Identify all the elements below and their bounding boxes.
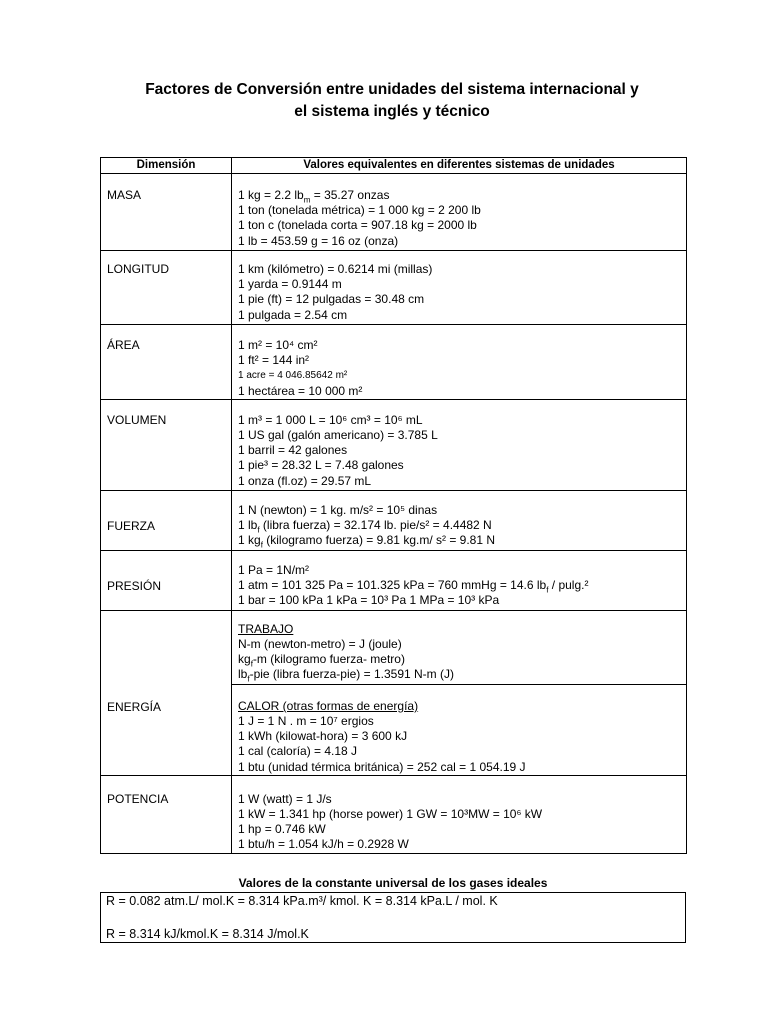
- area-line-4: 1 hectárea = 10 000 m²: [238, 383, 363, 398]
- header-values: Valores equivalentes en diferentes sistemas de unidades: [232, 158, 687, 174]
- energia-calor-line-2: 1 kWh (kilowat-hora) = 3 600 kJ: [238, 729, 408, 744]
- energia-calor-line-3: 1 cal (caloría) = 4.18 J: [238, 744, 358, 759]
- volumen-line-3: 1 barril = 42 galones: [238, 443, 348, 458]
- longitud-line-2: 1 yarda = 0.9144 m: [238, 277, 342, 292]
- gas-constant-box: [100, 892, 686, 943]
- masa-line-1: 1 kg = 2.2 $lb_m = 35.27$ onzas: [238, 188, 390, 205]
- longitud-line-3: 1 pie (ft) = 12 pulgadas = 30.48 cm: [238, 292, 425, 307]
- table-row-presion: [101, 550, 687, 610]
- document-title: [100, 79, 684, 123]
- table-row-longitud: [101, 251, 687, 325]
- table-row-potencia: [101, 775, 687, 853]
- masa-line-4: 1 lb = 453.59 g = 16 oz (onza): [238, 233, 399, 248]
- energia-trabajo-line-3: $lb_f$-pie (libra fuerza-pie) = 1.3591 N-m (J): [238, 667, 454, 684]
- table-row-energia-trabajo: [101, 610, 687, 684]
- energia-trabajo-line-1: N-m (newton-metro) = J (joule): [238, 637, 402, 652]
- row-label-fuerza: FUERZA: [107, 518, 155, 533]
- longitud-line-1: 1 km (kilómetro) = 0.6214 mi (millas): [238, 262, 433, 276]
- volumen-line-2: 1 US gal (galón americano) = 3.785 L: [238, 428, 438, 443]
- row-label-masa: MASA: [107, 188, 142, 202]
- potencia-line-1: 1 W (watt) = 1 J/s: [238, 791, 332, 806]
- row-label-volumen: VOLUMEN: [107, 412, 167, 427]
- energia-calor-line-1: 1 J = 1 N . m = 10⁷ ergios: [238, 714, 374, 729]
- energia-calor-heading: CALOR (otras formas de energía): [238, 698, 419, 713]
- row-label-potencia: POTENCIA: [107, 791, 169, 806]
- presion-line-2: 1 atm = 101 325 Pa = 101.325 kPa = 760 mmHg = 14.6 $lb_f / pulg.^2$: [238, 578, 589, 595]
- area-line-1: 1 m² = 10⁴ cm²: [238, 338, 318, 352]
- area-line-2: 1 ft² = 144 in²: [238, 353, 310, 368]
- longitud-line-4: 1 pulgada = 2.54 cm: [238, 307, 348, 322]
- presion-line-3: 1 bar = 100 kPa 1 kPa = 10³ Pa 1 MPa = 10³ kPa: [238, 593, 500, 608]
- gas-constant-line-1: R = 0.082 atm.L/ mol.K = 8.314 kPa.m³/ kmol. K = 8.314 kPa.L / mol. K: [106, 894, 498, 908]
- row-label-energia: ENERGÍA: [107, 699, 162, 714]
- table-row-masa: [101, 174, 687, 251]
- energia-calor-line-4: 1 btu (unidad térmica británica) = 252 cal = 1 054.19 J: [238, 759, 526, 774]
- gas-constant-line-2: R = 8.314 kJ/kmol.K = 8.314 J/mol.K: [106, 927, 309, 941]
- row-label-longitud: LONGITUD: [107, 262, 170, 276]
- area-line-3: 1 acre = 4 046.85642 m²: [238, 370, 348, 382]
- fuerza-line-3: 1 $kg_f$ (kilogramo fuerza) = 9.81 kg.m/ s² = 9.81 N: [238, 533, 496, 550]
- conversion-table: [100, 157, 687, 854]
- potencia-line-3: 1 hp = 0.746 kW: [238, 822, 326, 837]
- volumen-line-1: 1 m³ = 1 000 L = 10⁶ cm³ = 10⁶ mL: [238, 412, 423, 427]
- volumen-line-4: 1 pie³ = 28.32 L = 7.48 galones: [238, 458, 404, 473]
- header-dimension: Dimensión: [101, 158, 232, 174]
- presion-line-1: 1 Pa = 1N/m²: [238, 562, 310, 577]
- masa-line-2: 1 ton (tonelada métrica) = 1 000 kg = 2 200 lb: [238, 203, 481, 218]
- table-header-row: [101, 158, 687, 174]
- table-row-area: [101, 325, 687, 400]
- table-row-volumen: [101, 399, 687, 490]
- potencia-line-2: 1 kW = 1.341 hp (horse power) 1 GW = 10³MW = 10⁶ kW: [238, 807, 543, 822]
- gas-constant-title: Valores de la constante universal de los gases ideales: [238, 876, 548, 890]
- potencia-line-4: 1 btu/h = 1.054 kJ/h = 0.2928 W: [238, 837, 409, 852]
- row-label-presion: PRESIÓN: [107, 578, 162, 593]
- table-row-fuerza: [101, 490, 687, 550]
- fuerza-line-1: 1 N (newton) = 1 kg. m/s² = 10⁵ dinas: [238, 502, 438, 517]
- energia-trabajo-heading: TRABAJO: [238, 621, 294, 636]
- title-line-1: Factores de Conversión entre unidades del sistema internacional y: [145, 81, 639, 98]
- title-line-2: el sistema inglés y técnico: [294, 103, 490, 120]
- volumen-line-5: 1 onza (fl.oz) = 29.57 mL: [238, 473, 372, 488]
- energia-trabajo-line-2: $kg_f-m$ (kilogramo fuerza- metro): [238, 652, 405, 669]
- row-label-area: ÁREA: [107, 338, 140, 352]
- masa-line-3: 1 ton c (tonelada corta = 907.18 kg = 2000 lb: [238, 218, 477, 233]
- fuerza-line-2: 1 $lb_f$ (libra fuerza) = 32.174 lb. pie/s² = 4.4482 N: [238, 518, 492, 535]
